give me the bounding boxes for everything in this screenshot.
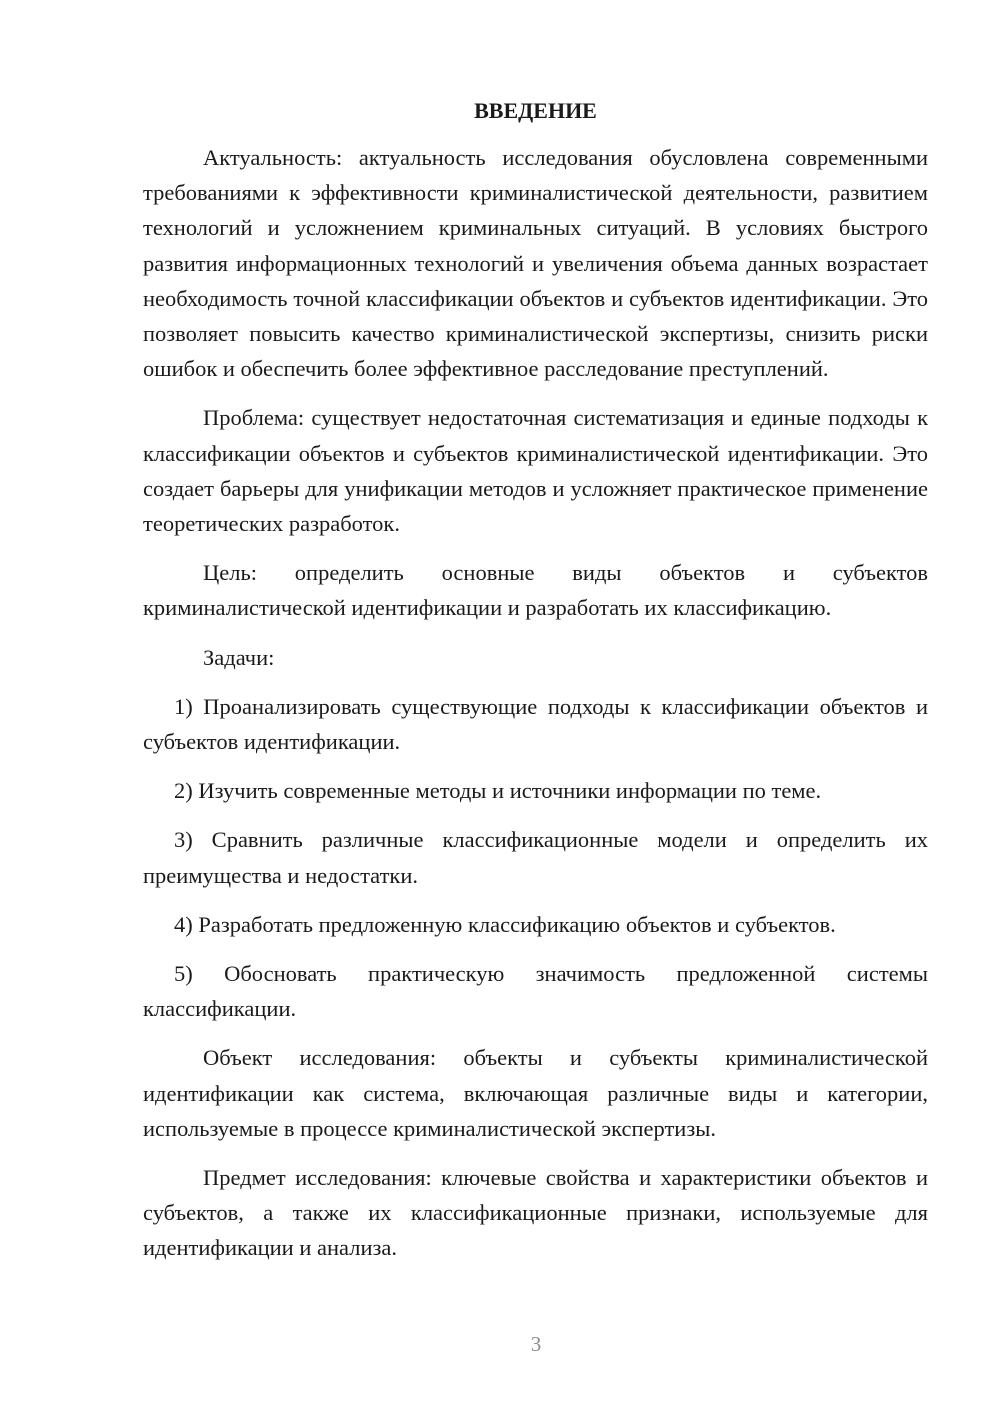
research-object-paragraph: Объект исследования: объекты и субъекты криминалистической идентификации как система, включающая различные виды и категории, используемые в процессе криминалистической экспертизы.	[143, 1045, 928, 1141]
section-title: ВВЕДЕНИЕ	[474, 98, 597, 123]
relevance-paragraph: Актуальность: актуальность исследования обусловлена современными требованиями к эффективности криминалистической деятельности, развитием технологий и усложнением криминальных ситуаций. В условиях быстрого развития информационных технологий и увеличения объема данных возрастает необходимость точной классификации объектов и субъектов идентификации. Это позволяет повысить качество криминалистической экспертизы, снизить риски ошибок и обеспечить более эффективное расследование преступлений.	[143, 145, 928, 382]
task-item: 4) Разработать предложенную классификацию объектов и субъектов.	[174, 911, 836, 937]
task-item: 2) Изучить современные методы и источники информации по теме.	[174, 778, 822, 804]
goal-paragraph: Цель: определить основные виды объектов и субъектов криминалистической идентификации и разработать их классификацию.	[143, 560, 928, 621]
tasks-heading: Задачи:	[203, 644, 275, 670]
page-number: 3	[530, 1332, 542, 1356]
problem-paragraph: Проблема: существует недостаточная систематизация и единые подходы к классификации объектов и субъектов криминалистической идентификации. Это создает барьеры для унификации методов и усложняет практическое применение теоретических разработок.	[143, 405, 928, 537]
page-content	[143, 96, 928, 1280]
task-item: 3) Сравнить различные классификационные модели и определить их преимущества и недостатки.	[143, 827, 928, 888]
research-subject-paragraph: Предмет исследования: ключевые свойства и характеристики объектов и субъектов, а также их классификационные признаки, используемые для идентификации и анализа.	[143, 1165, 928, 1261]
task-item: 5) Обосновать практическую значимость предложенной системы классификации.	[143, 961, 928, 1022]
task-item: 1) Проанализировать существующие подходы к классификации объектов и субъектов идентификации.	[143, 693, 928, 755]
